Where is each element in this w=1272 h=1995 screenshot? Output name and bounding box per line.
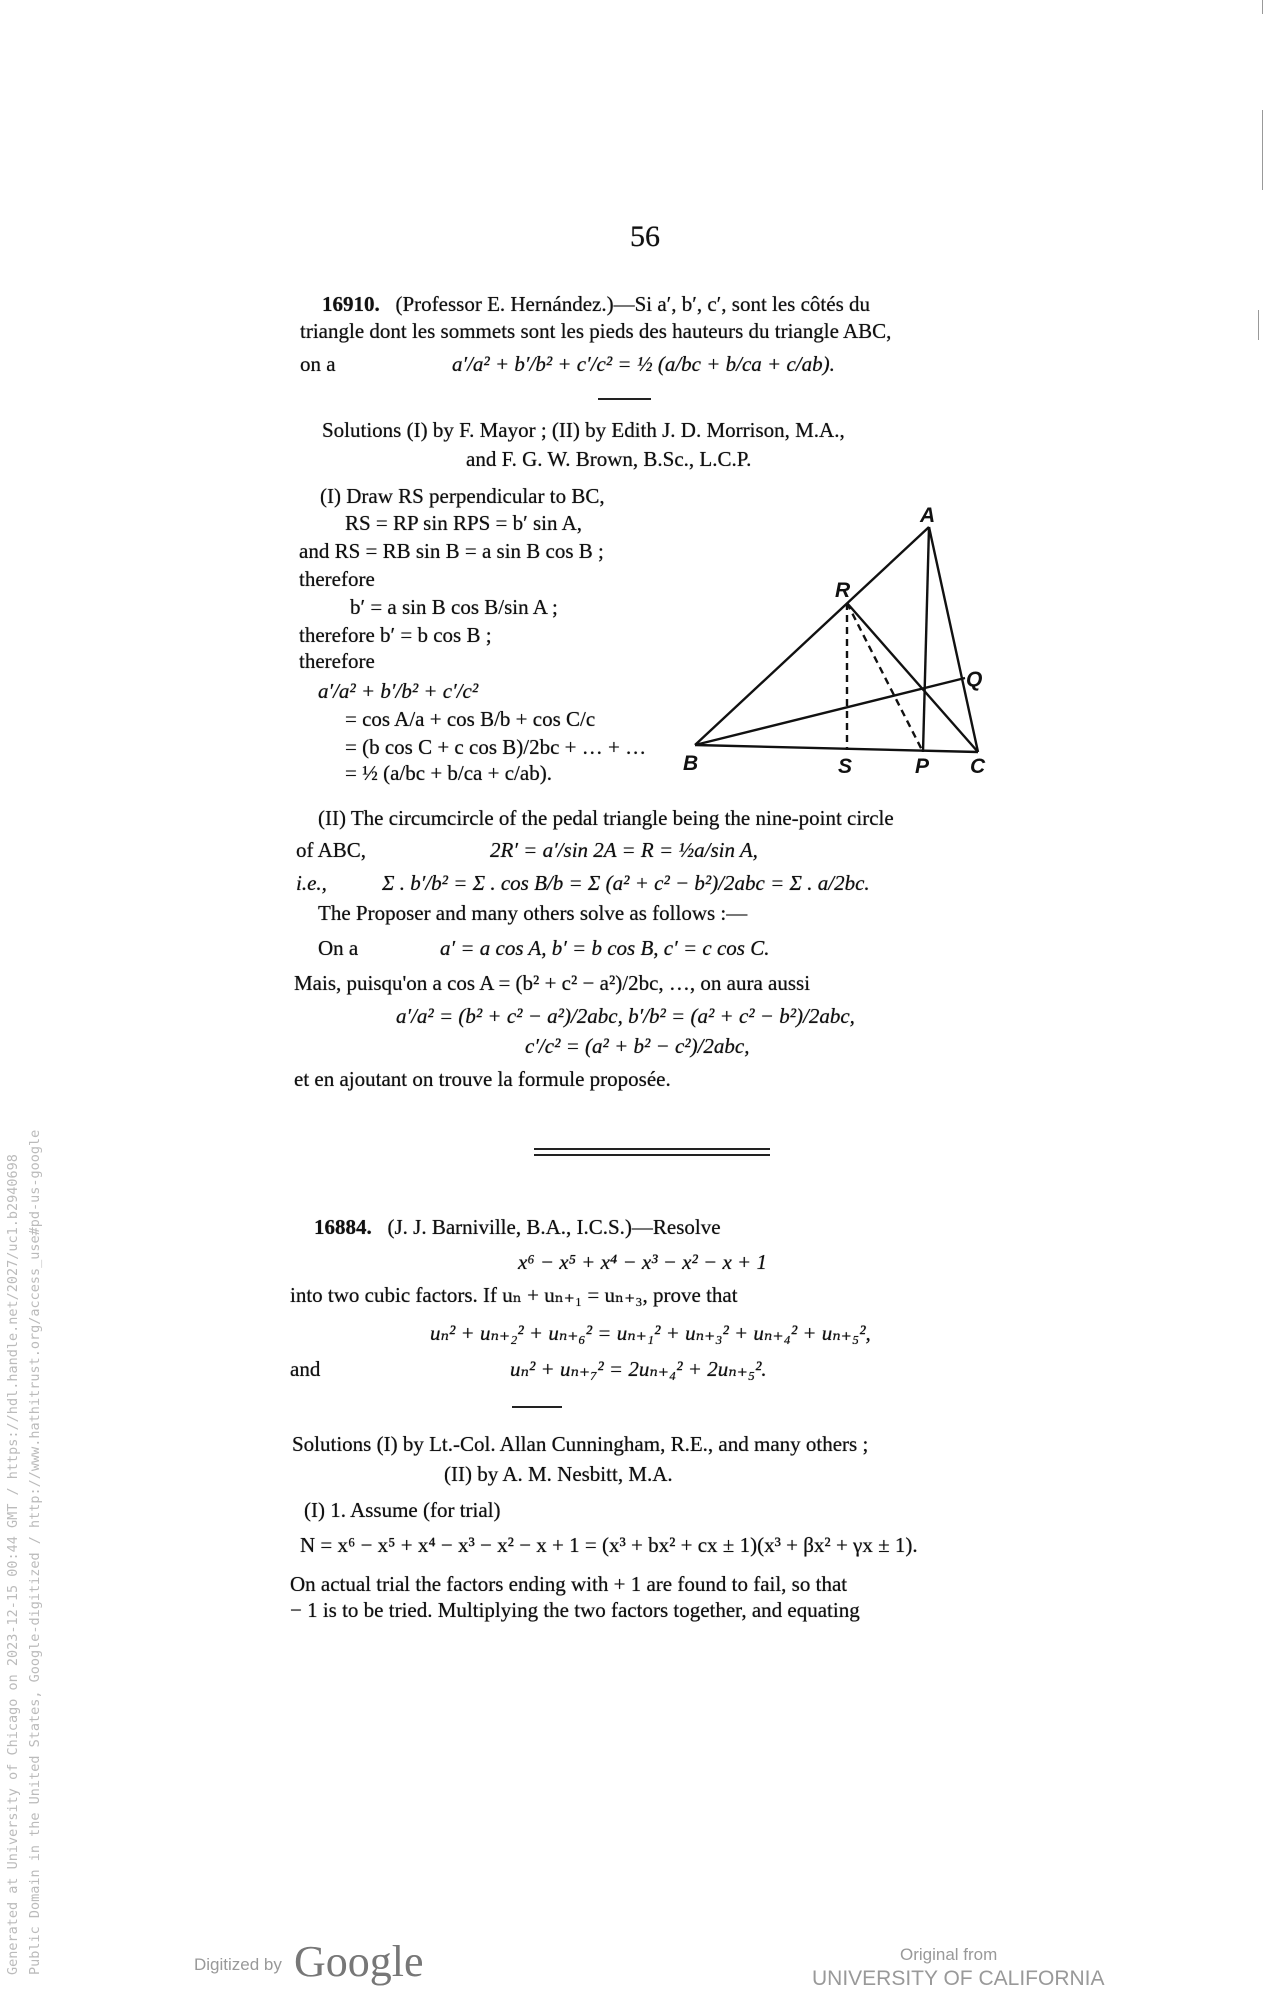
solution-equation: Σ . b′/b² = Σ . cos B/b = Σ (a² + c² − b²)/2abc = Σ . a/2bc. <box>382 871 870 895</box>
digitized-by-label: Digitized by <box>194 1955 282 1974</box>
label-a: A <box>920 504 936 527</box>
solution-line: (I) Draw RS perpendicular to BC, <box>320 484 605 508</box>
problem-statement-line: and <box>290 1357 321 1381</box>
side-ac <box>929 527 978 752</box>
solution-line: (II) The circumcircle of the pedal triangle being the nine-point circle <box>318 806 894 830</box>
watermark-text <box>2 1130 46 1975</box>
problem-equation: uₙ² + uₙ₊₇² = 2uₙ₊₄² + 2uₙ₊₅². <box>510 1357 767 1381</box>
solution-line: of ABC, <box>296 838 367 862</box>
solution-line: i.e., <box>296 871 327 895</box>
solution-line: b′ = a sin B cos B/sin A ; <box>350 595 558 619</box>
problem-text: (J. J. Barniville, B.A., I.C.S.)—Resolve <box>387 1215 721 1239</box>
solution-line: Mais, puisqu'on a cos A = (b² + c² − a²)/2bc, …, on aura aussi <box>294 971 811 995</box>
double-divider-bottom <box>534 1154 770 1156</box>
solution-line: The Proposer and many others solve as follows :— <box>318 901 748 925</box>
side-ab <box>695 527 929 745</box>
double-divider-top <box>534 1148 770 1150</box>
watermark-line: Public Domain in the United States, Google-digitized / http://www.hathitrust.org/access_use#pd-us-google <box>27 1129 43 1975</box>
problem-equation: x⁶ − x⁵ + x⁴ − x³ − x² − x + 1 <box>518 1250 767 1274</box>
solvers-line: (II) by A. M. Nesbitt, M.A. <box>444 1462 673 1486</box>
side-bc <box>695 745 978 752</box>
solution-line: On a <box>318 936 359 960</box>
solution-equation: N = x⁶ − x⁵ + x⁴ − x³ − x² − x + 1 = (x³ + bx² + cx ± 1)(x³ + βx² + γx ± 1). <box>300 1533 918 1557</box>
solution-line: therefore <box>299 567 375 591</box>
problem-number: 16884. <box>314 1215 372 1239</box>
google-logo: Google <box>294 1937 424 1986</box>
solution-line: = ½ (a/bc + b/ca + c/ab). <box>345 761 552 785</box>
altitude-cr <box>847 603 978 752</box>
solution-equation: 2R′ = a′/sin 2A = R = ½a/sin A, <box>490 838 758 862</box>
label-q: Q <box>966 668 983 691</box>
solution-equation: a′/a² = (b² + c² − a²)/2abc, b′/b² = (a² + c² − b²)/2abc, <box>396 1004 855 1028</box>
label-r: R <box>835 579 851 602</box>
problem-number: 16910. <box>322 292 380 316</box>
label-b: B <box>683 752 699 775</box>
solvers-line: Solutions (I) by Lt.-Col. Allan Cunningham, R.E., and many others ; <box>292 1432 869 1456</box>
triangle-figure <box>0 0 1272 800</box>
solution-line: et en ajoutant on trouve la formule proposée. <box>294 1067 671 1091</box>
problem-statement-line <box>314 1213 721 1241</box>
solution-equation: a′ = a cos A, b′ = b cos B, c′ = c cos C. <box>440 936 770 960</box>
solvers-line: and F. G. W. Brown, B.Sc., L.C.P. <box>466 447 752 471</box>
problem-equation: uₙ² + uₙ₊₂² + uₙ₊₆² = uₙ₊₁² + uₙ₊₃² + uₙ₊₄² + uₙ₊₅², <box>430 1321 871 1345</box>
solution-line: On actual trial the factors ending with + 1 are found to fail, so that <box>290 1572 848 1596</box>
solution-line: = (b cos C + c cos B)/2bc + … + … <box>345 735 647 759</box>
problem-statement-line: into two cubic factors. If uₙ + uₙ₊₁ = uₙ₊₃, prove that <box>290 1283 738 1307</box>
section-divider <box>512 1406 562 1408</box>
altitude-ap <box>923 527 929 752</box>
label-p: P <box>915 755 930 778</box>
watermark-line: Generated at University of Chicago on 2023-12-15 00:44 GMT / https://hdl.handle.net/2027/uc1.b2940698 <box>5 1154 21 1975</box>
problem-statement-line: triangle dont les sommets sont les pieds des hauteurs du triangle ABC, <box>300 319 892 343</box>
solution-line: RS = RP sin RPS = b′ sin A, <box>345 511 583 535</box>
solution-line: (I) 1. Assume (for trial) <box>304 1498 501 1522</box>
label-c: C <box>970 755 986 778</box>
original-from-label: Original from <box>900 1945 998 1964</box>
solution-line: therefore b′ = b cos B ; <box>299 623 492 647</box>
university-label: UNIVERSITY OF CALIFORNIA <box>812 1967 1105 1990</box>
solution-line: a′/a² + b′/b² + c′/c² <box>318 679 479 703</box>
problem-text: (Professor E. Hernández.)—Si a′, b′, c′, sont les côtés du <box>395 292 870 316</box>
problem-statement-line: on a <box>300 352 336 376</box>
solvers-line: Solutions (I) by F. Mayor ; (II) by Edith J. D. Morrison, M.A., <box>322 418 845 442</box>
solution-line: = cos A/a + cos B/b + cos C/c <box>345 707 596 731</box>
problem-equation: a′/a² + b′/b² + c′/c² = ½ (a/bc + b/ca + c/ab). <box>452 352 835 376</box>
solution-line: therefore <box>299 649 375 673</box>
solution-line: and RS = RB sin B = a sin B cos B ; <box>299 539 604 563</box>
solution-equation: c′/c² = (a² + b² − c²)/2abc, <box>525 1034 750 1058</box>
label-s: S <box>838 755 853 778</box>
solution-line: − 1 is to be tried. Multiplying the two factors together, and equating <box>290 1598 860 1622</box>
page-number: 56 <box>630 220 660 253</box>
